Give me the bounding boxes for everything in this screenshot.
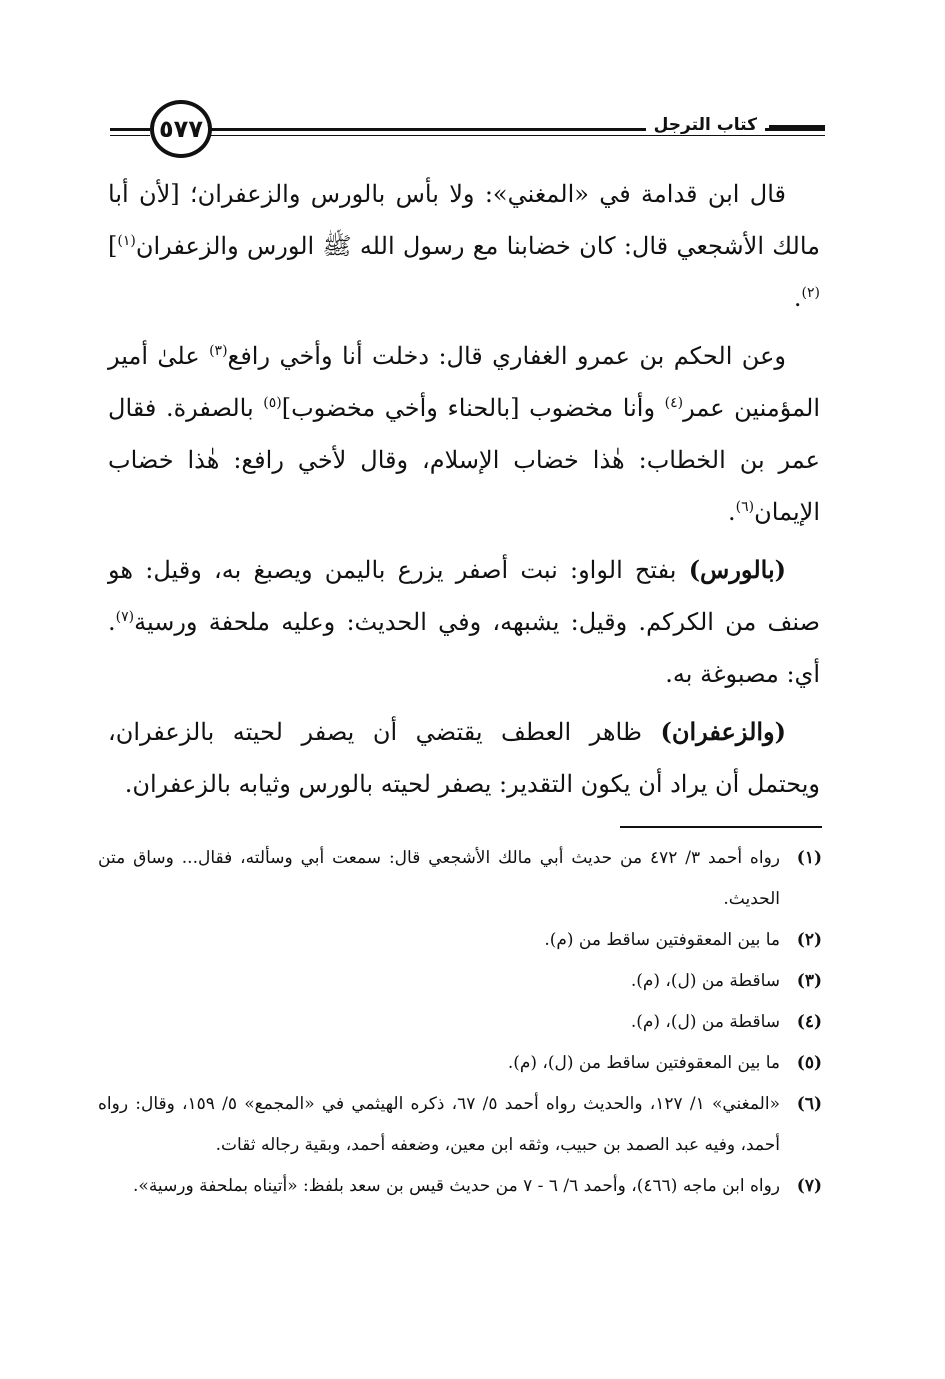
punctuation: . [793, 284, 802, 312]
footnote-item [98, 1043, 822, 1084]
paragraph-text: وعن الحكم بن عمرو الغفاري قال: دخلت أنا وأخي رافع [227, 342, 786, 370]
footnote-number: (٦) [796, 1094, 822, 1114]
bracket: ] [108, 232, 118, 260]
footnote-item [98, 1166, 822, 1207]
footnote-marker[interactable]: (٣) [209, 343, 228, 359]
page-number-badge [150, 100, 212, 158]
chapter-title-dash [769, 125, 825, 128]
footnote-marker[interactable]: (٢) [801, 285, 820, 301]
footnote-marker[interactable]: (١) [117, 233, 136, 249]
glossary-term: (والزعفران) [660, 717, 786, 746]
footnote-text: ساقطة من (ل)، (م). [630, 971, 780, 991]
footnote-number: (٣) [796, 971, 822, 991]
paragraph-text: بالصفرة. فقال عمر بن الخطاب: هٰذا خضاب الإسلام، وقال لأخي رافع: هٰذا خضاب الإيمان [108, 394, 820, 526]
paragraph-ibn-qudama [108, 168, 820, 324]
paragraph-hakam-hadith [108, 330, 820, 538]
page-number: ٥٧٧ [159, 115, 203, 143]
paragraph-text: بفتح الواو: نبت أصفر يزرع باليمن ويصبغ به، وقيل: هو صنف من الكركم. وقيل: يشبهه، وفي الحديث: وعليه ملحفة ورسية [108, 556, 820, 636]
footnote-item [98, 961, 822, 1002]
footnote-text: ما بين المعقوفتين ساقط من (م). [544, 930, 780, 950]
footnote-item [98, 1084, 822, 1166]
footnote-marker[interactable]: (٧) [115, 609, 135, 625]
footnote-marker[interactable]: (٦) [735, 499, 755, 515]
footnote-separator [620, 826, 822, 828]
paragraph-text: ظاهر العطف يقتضي أن يصفر لحيته بالزعفران، ويحتمل أن يراد أن يكون التقدير: يصفر لحيته بالورس وثيابه بالزعفران. [108, 718, 820, 798]
paragraph-wars-definition [108, 544, 820, 700]
footnote-number: (٥) [796, 1053, 822, 1073]
footnote-marker[interactable]: (٥) [263, 395, 282, 411]
paragraph-text: وأنا مخضوب [بالحناء وأخي مخضوب] [281, 394, 665, 422]
paragraph-text: علىٰ أمير المؤمنين عمر [108, 342, 820, 422]
footnote-number: (٤) [796, 1012, 822, 1032]
paragraph-saffron-definition [108, 706, 820, 810]
footnote-number: (٢) [796, 930, 822, 950]
page-header [110, 100, 825, 164]
footnote-item [98, 920, 822, 961]
footnote-item [98, 838, 822, 920]
footnotes [98, 838, 822, 1207]
paragraph-text: قال ابن قدامة في «المغني»: ولا بأس بالورس والزعفران؛ [لأن أبا مالك الأشجعي قال: كان خضابنا مع رسول الله ﷺ الورس والزعفران [108, 180, 820, 260]
footnote-number: (٧) [796, 1176, 822, 1196]
header-rule [110, 128, 150, 131]
footnote-item [98, 1002, 822, 1043]
footnote-marker[interactable]: (٤) [664, 395, 684, 411]
footnote-number: (١) [796, 848, 822, 868]
punctuation: . [728, 498, 736, 526]
header-rule [110, 135, 150, 136]
footnote-text: ساقطة من (ل)، (م). [630, 1012, 780, 1032]
header-rule [206, 135, 825, 136]
footnote-text: ما بين المعقوفتين ساقط من (ل)، (م). [507, 1053, 780, 1073]
chapter-title: كتاب الترجل [646, 115, 765, 135]
main-text [108, 168, 820, 816]
footnote-text: رواه أحمد ٣/ ٤٧٢ من حديث أبي مالك الأشجعي قال: سمعت أبي وسألته، فقال... وساق متن الحديث. [98, 848, 780, 909]
footnote-text: رواه ابن ماجه (٤٦٦)، وأحمد ٦/ ٦ - ٧ من حديث قيس بن سعد بلفظ: «أتيناه بملحفة ورسية». [133, 1176, 780, 1196]
footnote-text: «المغني» ١/ ١٢٧، والحديث رواه أحمد ٥/ ٦٧، ذكره الهيثمي في «المجمع» ٥/ ١٥٩، وقال: رواه أحمد، وفيه عبد الصمد بن حبيب، وثقه ابن معين، وضعفه أحمد، وبقية رجاله ثقات. [98, 1094, 780, 1155]
paragraph-text: . أي: مصبوغة به. [108, 608, 820, 688]
glossary-term: (بالورس) [688, 555, 786, 584]
